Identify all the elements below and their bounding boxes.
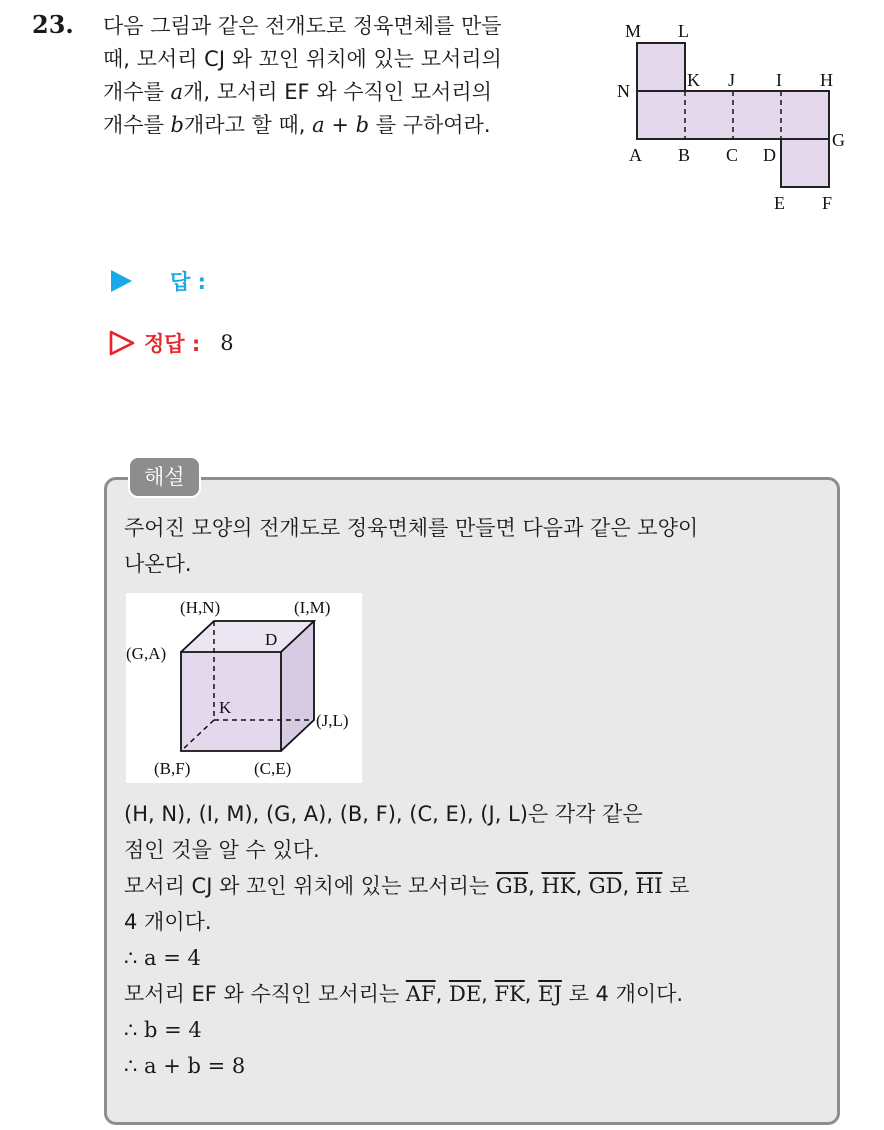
net-label-j: J [728, 70, 736, 90]
question-text [103, 10, 593, 142]
question-text-part: 개수를 [103, 113, 171, 137]
net-label-m: M [625, 21, 642, 41]
net-label-h: H [820, 70, 833, 90]
cube-net-diagram [605, 15, 865, 220]
net-label-i: I [776, 70, 782, 90]
question-line-2: 때, 모서리 CJ 와 꼬인 위치에 있는 모서리의 [103, 47, 502, 71]
net-label-g: G [832, 130, 845, 150]
variable-a: a [170, 80, 184, 104]
result-a: ∴ a = 4 [124, 946, 201, 970]
cube-label-bf: (B,F) [154, 759, 191, 778]
solution-p3-line: 모서리 EF 와 수직인 모서리는 $\overline{AF}$, $\overline{DE}$, $\overline{FK}$, $\overline{EJ}$ 로 4 개이다. [124, 982, 684, 1006]
net-label-e: E [774, 193, 785, 213]
result-b: ∴ b = 4 [124, 1018, 202, 1042]
question-text-part: 개수를 [103, 80, 171, 104]
edge-ej: $\overline{EJ}$ [538, 982, 562, 1006]
solution-p2-line-2: 4 개이다. [124, 910, 212, 934]
edge-de: $\overline{DE}$ [448, 982, 482, 1006]
solution-p2-line-1: 모서리 CJ 와 꼬인 위치에 있는 모서리는 $\overline{GB}$, $\overline{HK}$, $\overline{GD}$, $\overline{HI}$ 로 [124, 874, 690, 898]
cube-label-ce: (C,E) [254, 759, 292, 778]
net-label-b: B [678, 145, 691, 165]
solution-text-part: 로 4 개이다. [561, 982, 684, 1006]
net-label-n: N [617, 81, 630, 101]
cube-label-ga: (G,A) [126, 644, 167, 663]
cube-label-hn: (H,N) [180, 598, 221, 617]
solution-tab: 해설 [128, 456, 201, 498]
net-label-d: D [763, 145, 776, 165]
cube-diagram [126, 593, 362, 783]
solution-p1-line-2: 점인 것을 알 수 있다. [124, 838, 320, 862]
correct-answer-value: 8 [220, 331, 234, 355]
solution-intro-line-1: 주어진 모양의 전개도로 정육면체를 만들면 다음과 같은 모양이 [124, 516, 699, 540]
edge-fk: $\overline{FK}$ [494, 982, 525, 1006]
solution-p1-line-1: (H, N), (I, M), (G, A), (B, F), (C, E), (J, L)은 각각 같은 [124, 802, 643, 826]
expression: a + b [312, 113, 370, 137]
question-line-4 [103, 109, 593, 142]
question-line-3 [103, 76, 593, 109]
net-label-k: K [687, 70, 700, 90]
result-sum: ∴ a + b = 8 [124, 1054, 246, 1078]
variable-b: b [170, 113, 184, 137]
edge-gb: $\overline{GB}$ [495, 874, 529, 898]
edge-gd: $\overline{GD}$ [588, 874, 623, 898]
correct-answer-row [108, 328, 234, 358]
edge-hi: $\overline{HI}$ [635, 874, 663, 898]
question-line-1: 다음 그림과 같은 전개도로 정육면체를 만들 [103, 14, 502, 38]
solution-text-part: 모서리 EF 와 수직인 모서리는 [124, 982, 406, 1006]
outline-arrow-icon [108, 330, 136, 356]
cube-label-jl: (J,L) [316, 711, 349, 730]
question-text-part: 를 구하여라. [369, 113, 491, 137]
answer-row [108, 266, 206, 296]
question-text-part: 개라고 할 때, [184, 113, 313, 137]
question-number: 23. [32, 10, 74, 39]
solution-intro [124, 510, 834, 582]
edge-hk: $\overline{HK}$ [541, 874, 576, 898]
answer-label: 답 : [170, 270, 206, 294]
solution-text-part: 로 [662, 874, 690, 898]
cube-label-d: D [265, 630, 278, 649]
net-label-a: A [629, 145, 642, 165]
net-label-l: L [678, 21, 689, 41]
cube-label-k: K [219, 698, 232, 717]
play-arrow-icon [108, 268, 134, 294]
cube-label-im: (I,M) [294, 598, 331, 617]
net-label-f: F [822, 193, 833, 213]
edge-af: $\overline{AF}$ [405, 982, 436, 1006]
solution-intro-line-2: 나온다. [124, 552, 192, 576]
net-label-c: C [726, 145, 739, 165]
solution-text-part: 모서리 CJ 와 꼬인 위치에 있는 모서리는 [124, 874, 496, 898]
correct-answer-label: 정답 : [144, 332, 201, 356]
solution-body [124, 796, 834, 1084]
question-text-part: 개, 모서리 EF 와 수직인 모서리의 [183, 80, 492, 104]
